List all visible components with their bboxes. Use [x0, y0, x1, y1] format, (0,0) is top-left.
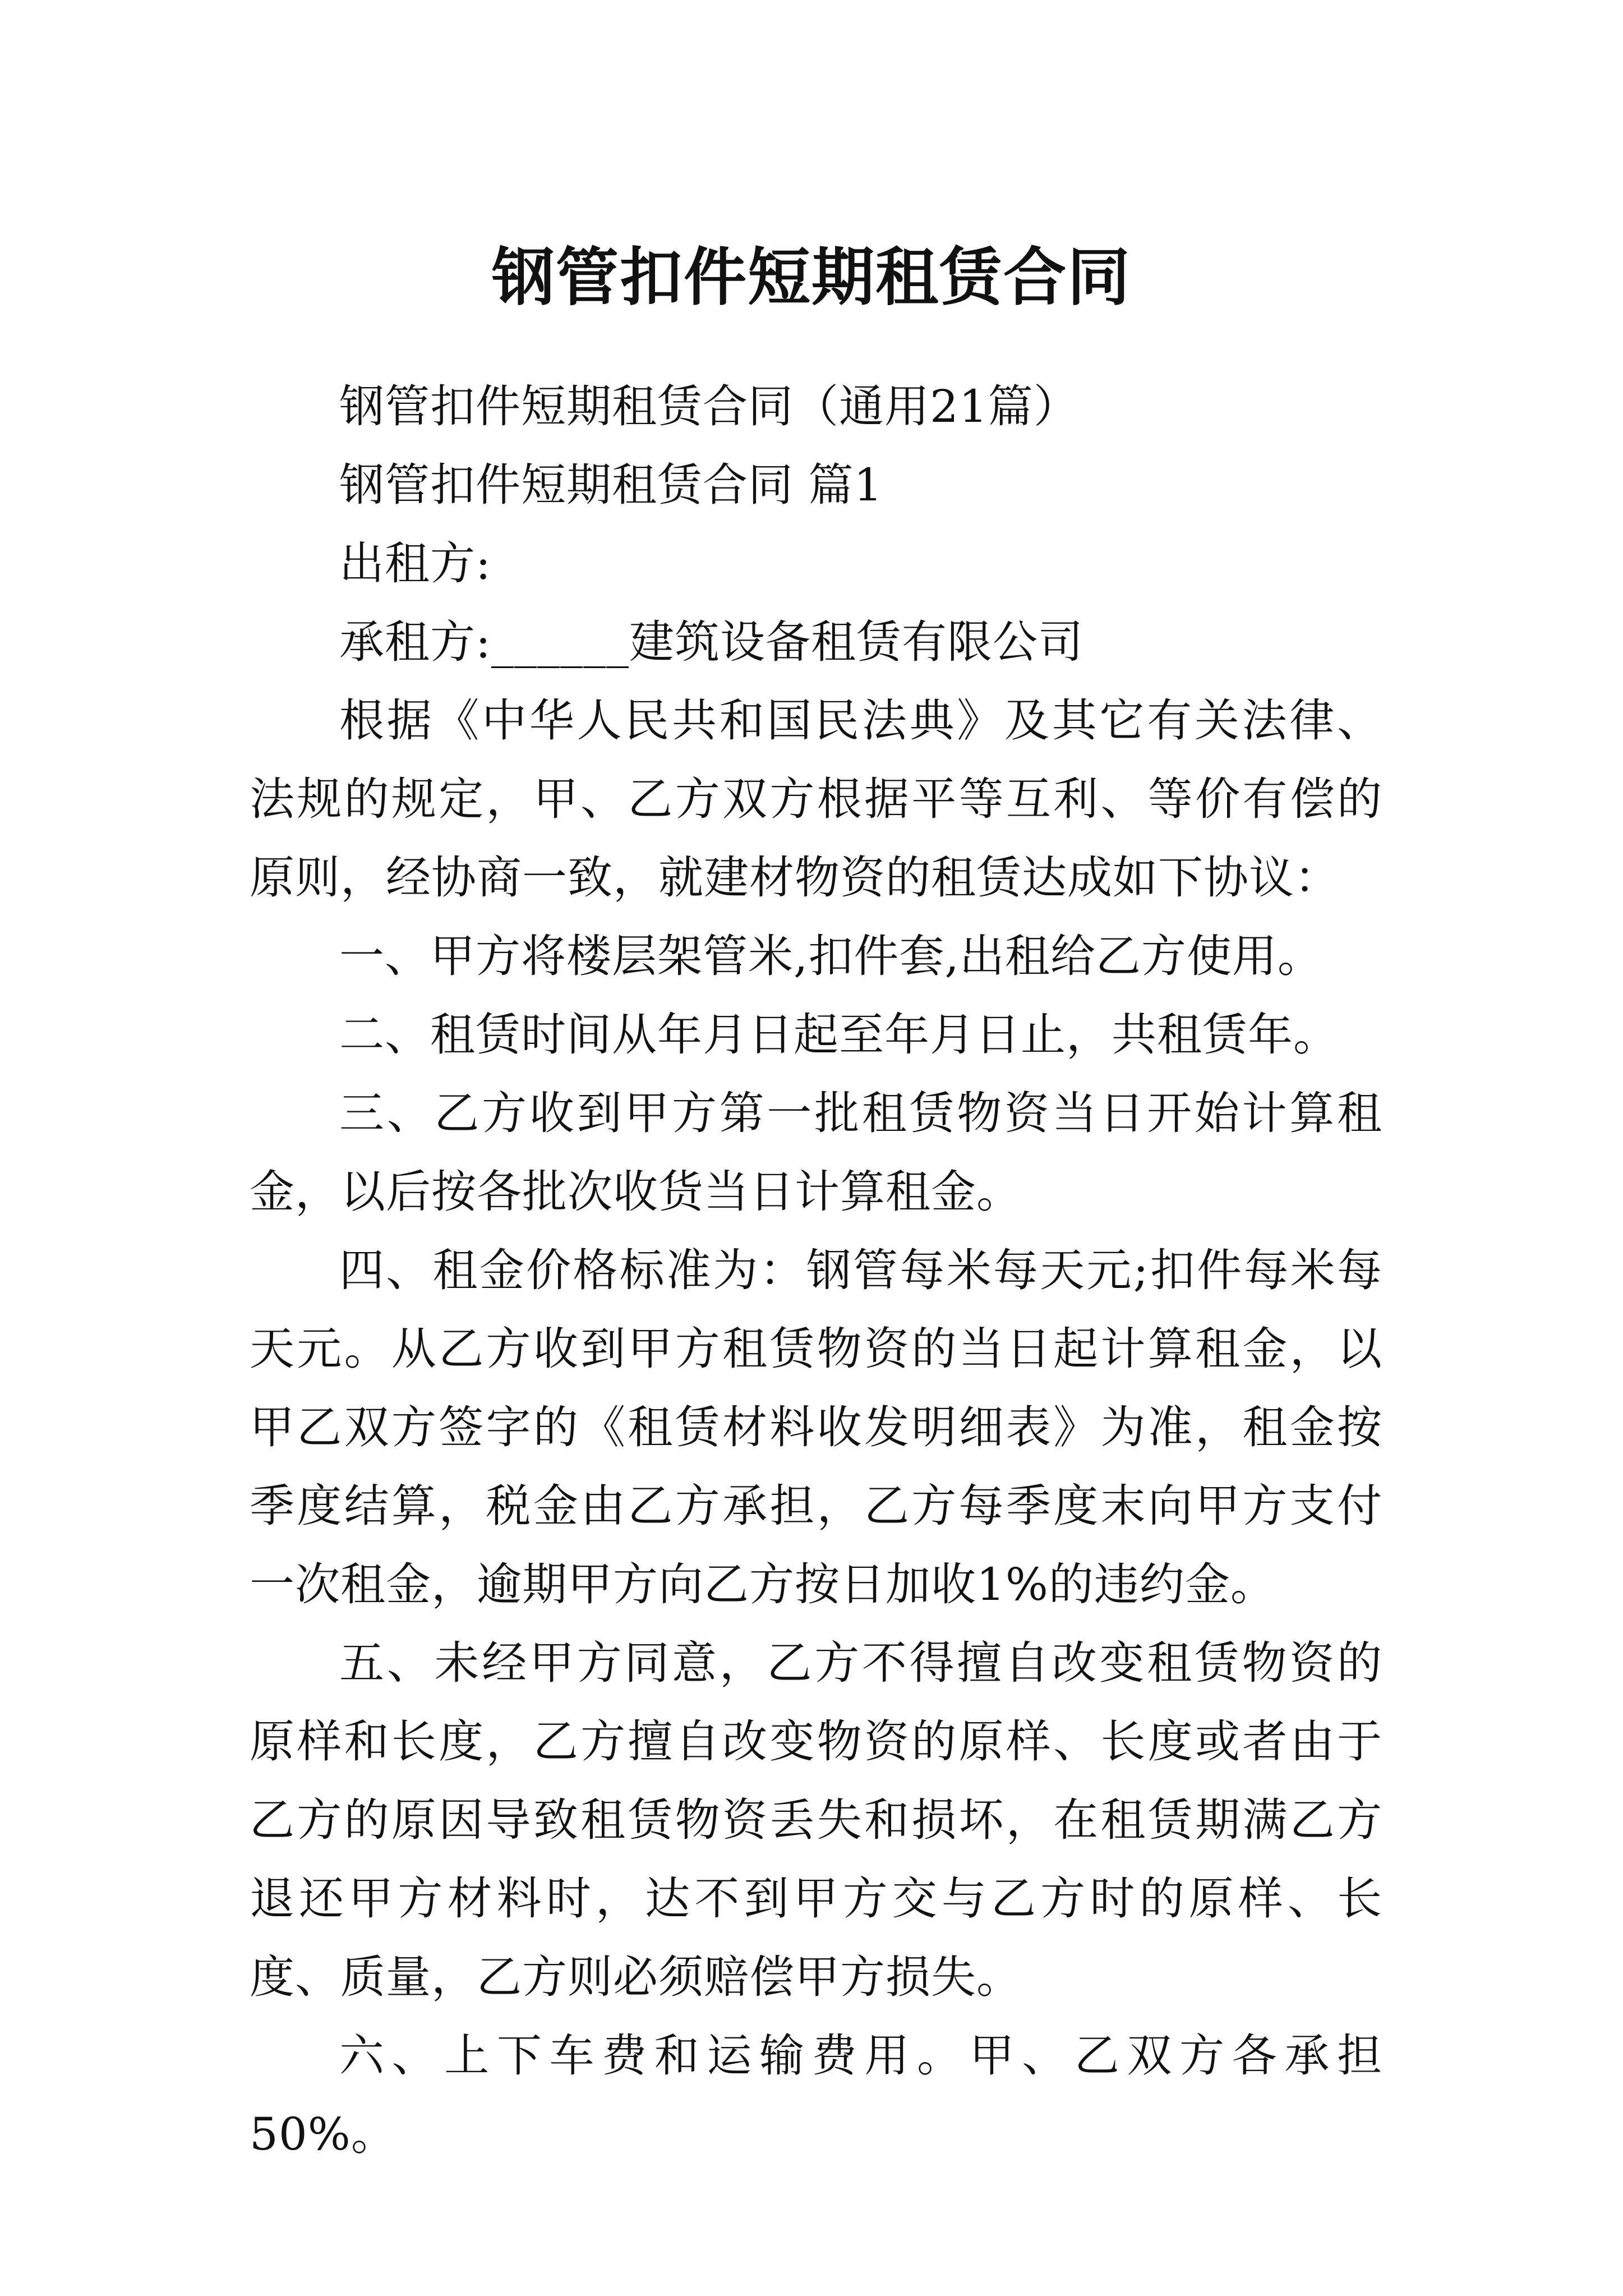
document-body: [250, 367, 1382, 2174]
clause-3: 三、乙方收到甲方第一批租赁物资当日开始计算租金，以后按各批次收货当日计算租金。: [250, 1087, 1382, 1218]
document-title: 钢管扣件短期租赁合同: [492, 241, 1131, 315]
lessee-line: 承租方:______建筑设备租赁有限公司: [339, 616, 1083, 668]
clause-4: 四、租金价格标准为：钢管每米每天元;扣件每米每天元。从乙方收到甲方租赁物资的当日起计算租金，以甲乙双方签字的《租赁材料收发明细表》为准，租金按季度结算，税金由乙方承担，乙方每季度末向甲方支付一次租金，逾期甲方向乙方按日加收1%的违约金。: [250, 1244, 1382, 1611]
preamble-paragraph: 根据《中华人民共和国民法典》及其它有关法律、法规的规定，甲、乙方双方根据平等互利、等价有偿的原则，经协商一致，就建材物资的租赁达成如下协议：: [250, 694, 1382, 904]
section-heading: 钢管扣件短期租赁合同 篇1: [339, 459, 883, 511]
clause-2: 二、租赁时间从年月日起至年月日止，共租赁年。: [339, 1009, 1339, 1061]
lessor-line: 出租方:: [339, 537, 491, 590]
subtitle-paragraph: 钢管扣件短期租赁合同（通用21篇）: [339, 380, 1079, 432]
clause-5: 五、未经甲方同意，乙方不得擅自改变租赁物资的原样和长度，乙方擅自改变物资的原样、长度或者由于乙方的原因导致租赁物资丢失和损坏，在租赁期满乙方退还甲方材料时，达不到甲方交与乙方时的原样、长度、质量，乙方则必须赔偿甲方损失。: [250, 1637, 1382, 2003]
clause-6: 六、上下车费和运输费用。甲、乙双方各承担50%。: [250, 2030, 1382, 2160]
clause-1: 一、甲方将楼层架管米,扣件套,出租给乙方使用。: [339, 930, 1323, 982]
